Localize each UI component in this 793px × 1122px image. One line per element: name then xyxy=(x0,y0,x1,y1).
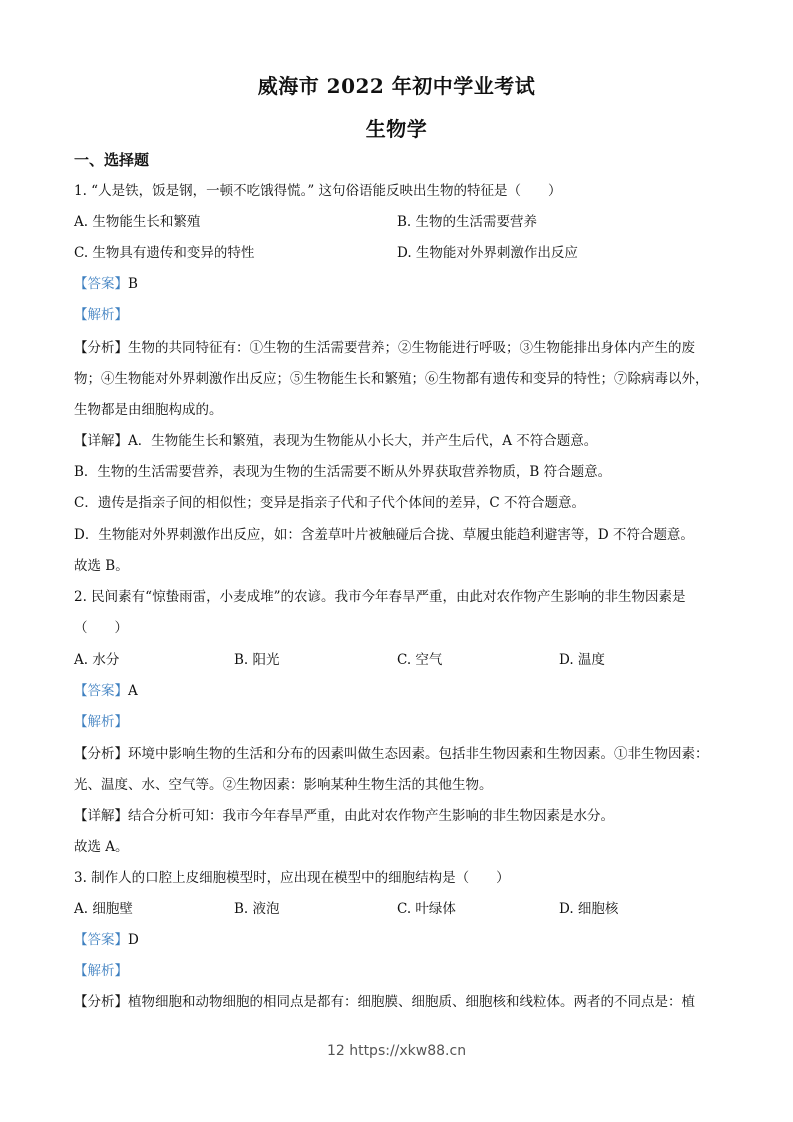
subject-title: 生物学 xyxy=(365,117,428,141)
answer-value: B xyxy=(128,276,138,292)
detail-text: 【详解】A．生物能生长和繁殖，表现为生物能从小长大，并产生后代，A 不符合题意。 xyxy=(74,433,598,449)
question-stem-cont: （ ） xyxy=(74,620,128,636)
conclusion-text: 故选 B。 xyxy=(74,558,129,574)
option-d: D. 细胞核 xyxy=(559,901,619,917)
analysis-label: 【解析】 xyxy=(74,714,128,730)
detail-text: 【详解】结合分析可知：我市今年春旱严重，由此对农作物产生影响的非生物因素是水分。 xyxy=(74,808,614,824)
question-stem: 2. 民间素有“惊蛰雨雷，小麦成堆”的农谚。我市今年春旱严重，由此对农作物产生影响的非生物因素是 xyxy=(74,589,686,605)
answer-label: 【答案】 xyxy=(74,683,128,699)
option-d: D. 温度 xyxy=(559,652,605,668)
exam-title: 威海市 2022 年初中学业考试 xyxy=(257,74,536,98)
answer-line xyxy=(74,931,139,949)
conclusion-text: 故选 A。 xyxy=(74,839,129,855)
question-stem: 1. “人是铁，饭是钢，一顿不吃饿得慌。” 这句俗语能反映出生物的特征是（ ） xyxy=(74,183,562,199)
option-b: B. 阳光 xyxy=(234,652,280,668)
analysis-text: 物；④生物能对外界刺激作出反应；⑤生物能生长和繁殖；⑥生物都有遗传和变异的特性；⑦除病毒以外， xyxy=(74,371,709,387)
option-b: B. 生物的生活需要营养 xyxy=(397,214,538,230)
detail-text: B．生物的生活需要营养，表现为生物的生活需要不断从外界获取营养物质，B 符合题意。 xyxy=(74,464,612,480)
page-footer: 12 https://xkw88.cn xyxy=(326,1043,467,1059)
option-c: C. 生物具有遗传和变异的特性 xyxy=(74,245,255,261)
analysis-text: 【分析】生物的共同特征有：①生物的生活需要营养；②生物能进行呼吸；③生物能排出身体内产生的废 xyxy=(74,340,695,356)
answer-line xyxy=(74,275,138,293)
option-b: B. 液泡 xyxy=(234,901,280,917)
question-stem: 3. 制作人的口腔上皮细胞模型时，应出现在模型中的细胞结构是（ ） xyxy=(74,870,510,886)
answer-value: D xyxy=(128,932,139,948)
analysis-text: 【分析】植物细胞和动物细胞的相同点是都有：细胞膜、细胞质、细胞核和线粒体。两者的不同点是：植 xyxy=(74,994,695,1010)
answer-label: 【答案】 xyxy=(74,932,128,948)
option-c: C. 空气 xyxy=(397,652,443,668)
option-a: A. 生物能生长和繁殖 xyxy=(74,214,201,230)
option-d: D. 生物能对外界刺激作出反应 xyxy=(397,245,578,261)
analysis-text: 光、温度、水、空气等。②生物因素：影响某种生物生活的其他生物。 xyxy=(74,777,493,793)
analysis-text: 【分析】环境中影响生物的生活和分布的因素叫做生态因素。包括非生物因素和生物因素。①非生物因素： xyxy=(74,746,709,762)
answer-label: 【答案】 xyxy=(74,276,128,292)
analysis-text: 生物都是由细胞构成的。 xyxy=(74,402,223,418)
option-a: A. 细胞壁 xyxy=(74,901,133,917)
option-c: C. 叶绿体 xyxy=(397,901,456,917)
answer-value: A xyxy=(128,683,138,699)
option-a: A. 水分 xyxy=(74,652,120,668)
analysis-label: 【解析】 xyxy=(74,963,128,979)
answer-line xyxy=(74,682,138,700)
detail-text: C．遗传是指亲子间的相似性；变异是指亲子代和子代个体间的差异，C 不符合题意。 xyxy=(74,495,585,511)
analysis-label: 【解析】 xyxy=(74,307,128,323)
section-heading: 一、选择题 xyxy=(74,151,150,169)
detail-text: D．生物能对外界刺激作出反应，如：含羞草叶片被触碰后合拢、草履虫能趋利避害等，D 不符合题意。 xyxy=(74,527,694,543)
